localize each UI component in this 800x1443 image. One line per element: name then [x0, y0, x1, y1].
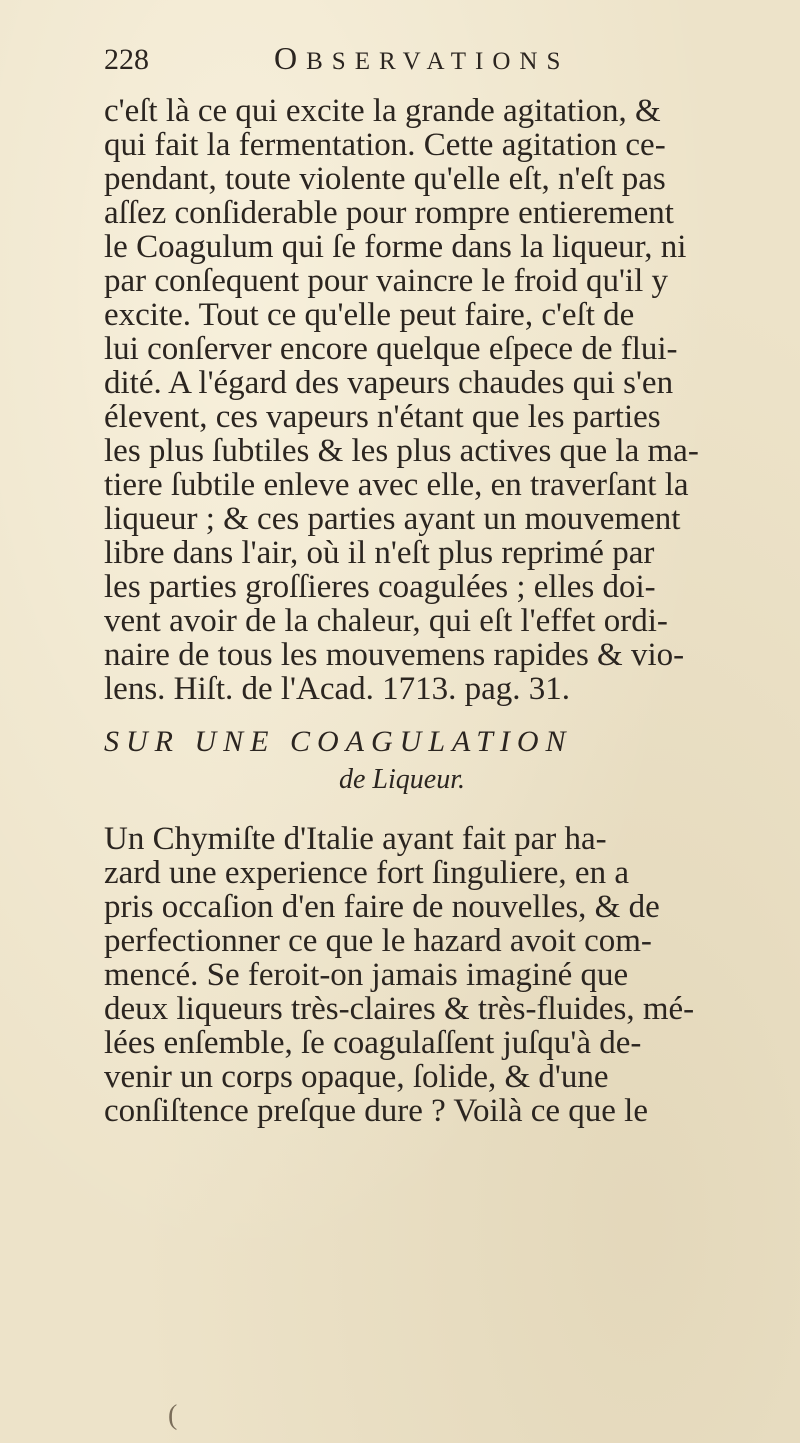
- text-line: les plus ſubtiles & les plus actives que la ma-: [104, 434, 699, 468]
- page-number: 228: [104, 43, 149, 76]
- text-line: libre dans l'air, où il n'eſt plus reprimé par: [104, 536, 655, 570]
- page-header: [104, 40, 760, 92]
- text-line: le Coagulum qui ſe forme dans la liqueur, ni: [104, 230, 687, 264]
- paragraph-1: [104, 94, 760, 706]
- text-line: zard une experience fort ſinguliere, en a: [104, 856, 629, 890]
- bottom-mark: (: [168, 1400, 178, 1431]
- text-line: pris occaſion d'en faire de nouvelles, & de: [104, 890, 660, 924]
- text-line: les parties groſſieres coagulées ; elles doi-: [104, 570, 656, 604]
- section-subtitle: de Liqueur.: [339, 764, 465, 795]
- text-line: vent avoir de la chaleur, qui eſt l'effet ordi-: [104, 604, 668, 638]
- text-line: deux liqueurs très-claires & très-fluides, mé-: [104, 992, 695, 1026]
- text-line: Un Chymiſte d'Italie ayant fait par ha-: [104, 822, 607, 856]
- text-line: tiere ſubtile enleve avec elle, en traverſant la: [104, 468, 689, 502]
- text-line: dité. A l'égard des vapeurs chaudes qui s'en: [104, 366, 674, 400]
- text-line: c'eſt là ce qui excite la grande agitation, &: [104, 94, 661, 128]
- running-title: [274, 40, 569, 77]
- section-title: SUR UNE COAGULATION: [104, 725, 573, 758]
- text-line: lens. Hiſt. de l'Acad. 1713. pag. 31.: [104, 672, 571, 706]
- text-line: lui conſerver encore quelque eſpece de flui-: [104, 332, 678, 366]
- text-line: élevent, ces vapeurs n'étant que les parties: [104, 400, 661, 434]
- text-line: aſſez conſiderable pour rompre entierement: [104, 196, 674, 230]
- text-line: pendant, toute violente qu'elle eſt, n'eſt pas: [104, 162, 666, 196]
- text-line: par conſequent pour vaincre le froid qu'il y: [104, 264, 668, 298]
- running-title-rest: BSERVATIONS: [306, 48, 570, 75]
- paragraph-2: [104, 822, 760, 1128]
- text-line: mencé. Se feroit-on jamais imaginé que: [104, 958, 629, 992]
- text-line: naire de tous les mouvemens rapides & vio-: [104, 638, 685, 672]
- running-title-initial: O: [274, 40, 307, 76]
- text-line: lées enſemble, ſe coagulaſſent juſqu'à de-: [104, 1026, 642, 1060]
- text-line: excite. Tout ce qu'elle peut faire, c'eſt de: [104, 298, 635, 332]
- text-line: venir un corps opaque, ſolide, & d'une: [104, 1060, 609, 1094]
- text-line: qui fait la fermentation. Cette agitation ce-: [104, 128, 666, 162]
- text-line: conſiſtence preſque dure ? Voilà ce que le: [104, 1094, 648, 1128]
- text-line: perfectionner ce que le hazard avoit com-: [104, 924, 652, 958]
- text-line: liqueur ; & ces parties ayant un mouvement: [104, 502, 681, 536]
